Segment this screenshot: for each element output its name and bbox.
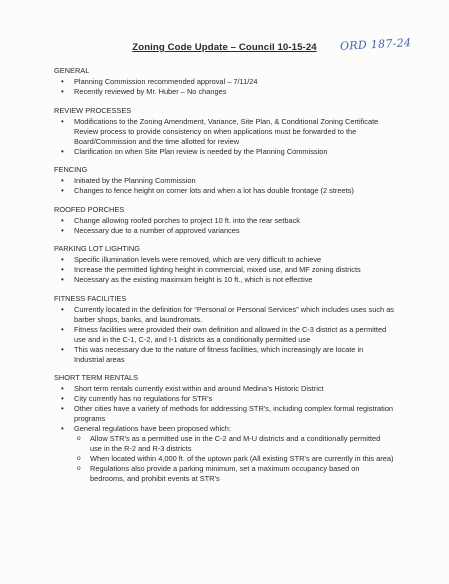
bullet-item: • Necessary due to a number of approved variances — [54, 226, 394, 236]
bullet-list — [54, 216, 394, 236]
section-heading: ROOFED PORCHES — [54, 204, 125, 214]
bullet-item: • Initiated by the Planning Commission — [54, 176, 394, 186]
section-heading: PARKING LOT LIGHTING — [54, 244, 140, 253]
bullet-item: • Planning Commission recommended approval – 7/11/24 — [54, 77, 394, 87]
section — [54, 165, 394, 196]
bullet-item: • Specific illumination levels were removed, which are very difficult to achieve — [54, 255, 394, 265]
bullet-item: • Modifications to the Zoning Amendment, Variance, Site Plan, & Conditional Zoning Certificate Review process to provide consistency on when applications must be forwarded to the Board/Commission and the time allotted for review — [54, 117, 394, 147]
bullet-list — [54, 77, 394, 97]
section-heading: SHORT TERM RENTALS — [54, 373, 139, 382]
bullet-item: • Changes to fence height on corner lots and when a lot has double frontage (2 streets) — [54, 186, 394, 196]
bullet-item: • General regulations have been proposed which: — [54, 424, 394, 434]
section — [54, 106, 394, 157]
section-heading: GENERAL — [54, 66, 90, 75]
bullet-item: • This was necessary due to the nature of fitness facilities, which increasingly are locate in Industrial areas — [54, 345, 394, 365]
bullet-list — [54, 176, 394, 196]
bullet-item: • Necessary as the existing maximum height is 10 ft., which is not effective — [54, 275, 394, 285]
section — [54, 373, 394, 484]
bullet-item: • Other cities have a variety of methods for addressing STR’s, including complex formal registration programs — [54, 404, 394, 424]
sub-bullet-item: o Regulations also provide a parking minimum, set a maximum occupancy based on bedrooms, and prohibit events at STR’s — [54, 464, 394, 484]
sub-bullet-item: o When located within 4,000 ft. of the uptown park (All existing STR’s are currently in this area) — [54, 454, 394, 464]
document-title: Zoning Code Update – Council 10-15-24 — [132, 42, 317, 53]
bullet-item: • Recently reviewed by Mr. Huber – No changes — [54, 87, 394, 97]
document-body — [54, 66, 394, 493]
section — [54, 294, 394, 365]
handwritten-ordinance-number: ORD 187-24 — [339, 36, 412, 53]
bullet-list — [54, 255, 394, 285]
bullet-item: • City currently has no regulations for STR’s — [54, 394, 394, 404]
section — [54, 205, 394, 236]
bullet-list — [54, 117, 394, 157]
section-heading: FITNESS FACILITIES — [54, 293, 127, 303]
bullet-item: • Fitness facilities were provided their own definition and allowed in the C-3 district as a permitted use and in the C-1, C-2, and I-1 districts as a conditionally permitted use — [54, 325, 394, 345]
bullet-item: • Increase the permitted lighting height in commercial, mixed use, and MF zoning districts — [54, 265, 394, 275]
section-heading: FENCING — [54, 165, 88, 174]
section-heading: REVIEW PROCESSES — [54, 105, 132, 115]
bullet-item: • Clarification on when Site Plan review is needed by the Planning Commission — [54, 147, 394, 157]
bullet-item: • Short term rentals currently exist within and around Medina’s Historic District — [54, 384, 394, 394]
bullet-item: • Change allowing roofed porches to project 10 ft. into the rear setback — [54, 216, 394, 226]
section — [54, 244, 394, 285]
bullet-list — [54, 384, 394, 484]
sub-bullet-item: o Allow STR’s as a permitted use in the C-2 and M-U districts and a conditionally permitted use in the R-2 and R-3 districts — [54, 434, 394, 454]
section — [54, 66, 394, 97]
bullet-item: • Currently located in the definition for “Personal or Personal Services” which includes uses such as barber shops, banks, and laundromats. — [54, 305, 394, 325]
bullet-list — [54, 305, 394, 365]
